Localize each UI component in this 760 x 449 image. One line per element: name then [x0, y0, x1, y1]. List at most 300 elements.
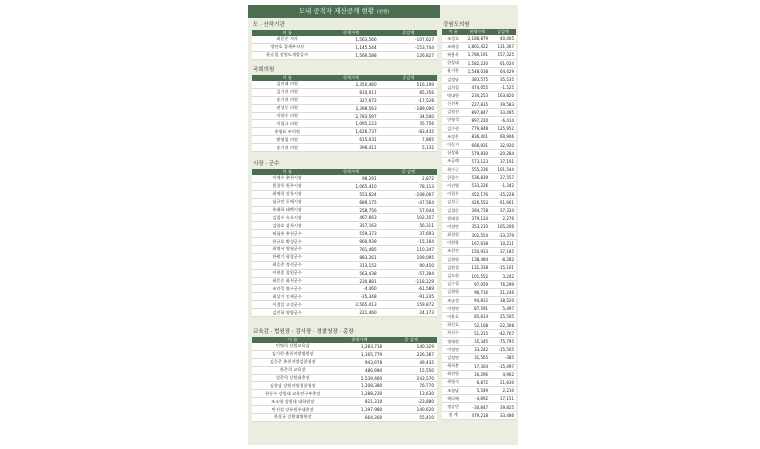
change-value: -107,627 — [380, 36, 437, 43]
change-value: 32,920 — [490, 141, 516, 149]
change-value: 159,872 — [380, 301, 437, 309]
change-value: -22,308 — [490, 321, 516, 329]
current-value: 2,783,597 — [322, 112, 379, 120]
change-value: 27,557 — [490, 174, 516, 182]
change-value: -1,342 — [490, 182, 516, 190]
official-name: 김기현 춘천지방법원장 — [252, 350, 333, 358]
current-value: 3,398,563 — [322, 104, 379, 112]
table-row — [442, 346, 516, 354]
table-row — [442, 370, 516, 378]
table-row — [442, 387, 516, 395]
official-name: 허필홍 홍천군수 — [252, 230, 322, 238]
title-text: 도내 공직자 재산공개 현황 — [298, 7, 375, 15]
table-row — [252, 198, 437, 206]
table-row — [442, 51, 516, 59]
official-name: 신진복 — [442, 100, 464, 108]
current-value: 167,638 — [464, 239, 490, 247]
official-name: 최성현 — [442, 231, 464, 239]
official-name: 홍영표 부의원 — [252, 128, 322, 136]
section-title: 도 · 산하기관 — [253, 22, 285, 28]
column-header: 이 름 — [252, 30, 322, 36]
table-row — [442, 337, 516, 345]
official-name: 조남성 — [442, 297, 464, 305]
table-row — [442, 239, 516, 247]
current-value: 666,931 — [464, 141, 490, 149]
table-row — [442, 92, 516, 100]
official-name: 김창남 강원지방경찰청장 — [252, 382, 333, 390]
asset-table — [252, 30, 437, 60]
table-row — [252, 246, 437, 254]
official-name: 이용호 — [442, 313, 464, 321]
official-name: 심상화 — [442, 149, 464, 157]
current-value: 559,373 — [322, 230, 379, 238]
current-value: 230,881 — [322, 277, 379, 285]
official-name: 심규언 동해시장 — [252, 198, 322, 206]
change-value: 39,825 — [490, 403, 516, 411]
change-value: 33,495 — [490, 108, 516, 116]
current-value: 379,124 — [464, 215, 490, 223]
current-value: 383,575 — [464, 75, 490, 83]
change-value: 102,357 — [380, 214, 437, 222]
official-name: 한상규 강원대병원장 — [252, 414, 333, 422]
official-name: 설준희 강원대총장 — [252, 374, 333, 382]
change-value: 7,865 — [380, 136, 437, 144]
table-row — [442, 182, 516, 190]
change-value: 35,756 — [380, 120, 437, 128]
official-name: 곽희봉 — [442, 362, 464, 370]
change-value: -57,394 — [380, 269, 437, 277]
official-name: 정만호 경제부지사 — [252, 43, 322, 51]
official-name: 김희철 — [442, 84, 464, 92]
change-value: -153,744 — [380, 43, 437, 51]
change-value: 131,367 — [490, 43, 516, 51]
current-value: 467,663 — [322, 214, 379, 222]
change-value: 40,405 — [490, 35, 516, 43]
current-value: -4,460 — [322, 285, 379, 293]
table-row — [442, 174, 516, 182]
current-value: 96,716 — [464, 288, 490, 296]
table-row — [252, 382, 437, 390]
current-value: 131,338 — [464, 264, 490, 272]
change-value: 35,535 — [490, 75, 516, 83]
official-name: 송기헌 의원 — [252, 96, 322, 104]
change-value: 15,550 — [385, 366, 437, 374]
current-value: 836,401 — [464, 133, 490, 141]
change-value: 85,356 — [380, 88, 437, 96]
table-row — [442, 84, 516, 92]
change-value: 56,311 — [380, 222, 437, 230]
column-header: 이 름 — [252, 75, 322, 81]
column-header: 이 름 — [252, 337, 333, 343]
change-value: 157,325 — [490, 51, 516, 59]
official-name: 김성근 — [442, 198, 464, 206]
section-assembly — [252, 66, 437, 152]
section-provincial-council — [442, 21, 516, 420]
table-row — [252, 96, 437, 104]
current-value: 533,226 — [464, 182, 490, 190]
change-value: 37,693 — [380, 230, 437, 238]
official-name: 이철규 의원 — [252, 120, 322, 128]
change-value: -15,164 — [380, 238, 437, 246]
table-row — [442, 190, 516, 198]
official-name: 이정연 — [442, 346, 464, 354]
change-value: 140,620 — [385, 406, 437, 414]
current-value: 1,065,410 — [322, 182, 379, 190]
change-value: 49,435 — [385, 358, 437, 366]
current-value: 398,411 — [322, 144, 379, 152]
table-row — [252, 358, 437, 366]
current-value: 313,152 — [322, 261, 379, 269]
page-title — [248, 5, 440, 18]
table-header-row — [442, 29, 516, 35]
change-value: -47,564 — [380, 198, 437, 206]
official-name: 권성동 의원 — [252, 104, 322, 112]
current-value: 486,980 — [333, 366, 385, 374]
current-value: 52,108 — [464, 321, 490, 329]
official-name: 최인호 — [442, 321, 464, 329]
official-name: 송기헌 의원 — [252, 144, 322, 152]
current-value: 51,215 — [464, 329, 490, 337]
official-name: 이정연 — [442, 305, 464, 313]
official-name: 김경준 — [442, 206, 464, 214]
table-row — [442, 43, 516, 51]
current-value: 258,756 — [322, 206, 379, 214]
change-value: 21,830 — [490, 378, 516, 386]
column-header: 현재가액 — [322, 30, 379, 36]
table-row — [442, 403, 516, 411]
table-row — [252, 350, 437, 358]
current-value: 1,563,566 — [322, 36, 379, 43]
current-value: 2,539,460 — [333, 374, 385, 382]
change-value: 105,206 — [490, 223, 516, 231]
table-row — [252, 238, 437, 246]
current-value: 94,812 — [464, 297, 490, 305]
change-value: 101,544 — [490, 166, 516, 174]
column-header: 증 감액 — [385, 337, 437, 343]
table-row — [442, 166, 516, 174]
section-province — [252, 21, 437, 60]
change-value: 60,906 — [490, 133, 516, 141]
current-value: 3,350,460 — [322, 81, 379, 88]
official-name: 윤기찬 — [442, 67, 464, 75]
table-row — [252, 406, 437, 414]
current-value: 1,165,779 — [333, 350, 385, 358]
official-name: 황영철 의원 — [252, 136, 322, 144]
official-name: 최진원 — [442, 370, 464, 378]
current-value: 1,095,123 — [322, 120, 379, 128]
table-row — [252, 309, 437, 317]
column-header: 증 감액 — [380, 169, 437, 175]
official-name: 조인묵 양구군수 — [252, 285, 322, 293]
table-row — [442, 157, 516, 165]
official-name: 안영석 — [442, 116, 464, 124]
table-row — [442, 329, 516, 337]
section-title: 교육감 · 법원장 · 검사장 · 경찰청장 · 총장 — [253, 329, 354, 335]
official-name: 곽다혜 — [442, 395, 464, 403]
current-value: 689,175 — [322, 198, 379, 206]
current-value: 221,460 — [322, 309, 379, 317]
current-value: 1,801,422 — [464, 43, 490, 51]
official-name: 이현종 철원군수 — [252, 269, 322, 277]
official-name: 김기선 의원 — [252, 88, 322, 96]
table-row — [442, 280, 516, 288]
table-row — [252, 301, 437, 309]
change-value: -35,228 — [490, 190, 516, 198]
official-name: 조금례 — [442, 157, 464, 165]
table-row — [252, 261, 437, 269]
table-row — [442, 411, 516, 419]
change-value: 24,173 — [380, 309, 437, 317]
table-row — [252, 222, 437, 230]
table-row — [442, 133, 516, 141]
change-value: 4,962 — [490, 370, 516, 378]
table-row — [442, 206, 516, 214]
asset-table — [252, 75, 437, 152]
table-row — [442, 231, 516, 239]
official-name: 조해성 — [442, 43, 464, 51]
column-header: 현재가액 — [322, 75, 379, 81]
column-header: 이 름 — [442, 29, 464, 35]
table-row — [442, 313, 516, 321]
change-value: -20,284 — [490, 149, 516, 157]
table-row — [252, 269, 437, 277]
official-name: 조영남 — [442, 387, 464, 395]
current-value: 2,188,879 — [464, 35, 490, 43]
change-value: 5,497 — [490, 305, 516, 313]
table-row — [442, 149, 516, 157]
current-value: 761,485 — [322, 246, 379, 254]
change-value: -15,505 — [490, 346, 516, 354]
official-name: 김양호 삼척시장 — [252, 222, 322, 230]
current-value: 1,197,980 — [333, 406, 385, 414]
asset-table — [442, 29, 516, 420]
current-value: 1,582,220 — [464, 59, 490, 67]
current-value: 1,288,230 — [333, 390, 385, 398]
change-value: 125,952 — [490, 125, 516, 133]
current-value: 897,847 — [464, 108, 490, 116]
table-row — [442, 256, 516, 264]
current-value: 563,438 — [322, 269, 379, 277]
current-value: 6,872 — [464, 378, 490, 386]
current-value: 227,835 — [464, 100, 490, 108]
change-value: 76,299 — [490, 280, 516, 288]
current-value: 1,566,588 — [322, 51, 379, 59]
current-value: 85,814 — [464, 313, 490, 321]
column-header: 증감액 — [490, 29, 516, 35]
official-name: 정태현 — [442, 337, 464, 345]
current-value: 302,554 — [464, 231, 490, 239]
table-row — [252, 136, 437, 144]
official-name: 김영선 — [442, 108, 464, 116]
table-row — [442, 141, 516, 149]
table-row — [252, 206, 437, 214]
table-row — [252, 293, 437, 301]
change-value: -83,435 — [380, 128, 437, 136]
table-row — [442, 378, 516, 386]
current-value: 17,304 — [464, 362, 490, 370]
current-value: 779,848 — [464, 125, 490, 133]
current-value: 452,176 — [464, 190, 490, 198]
official-name: 최문순 화천군수 — [252, 277, 322, 285]
change-value: 5,132 — [380, 144, 437, 152]
change-value: -118,229 — [380, 277, 437, 285]
current-value: 35,345 — [464, 337, 490, 345]
table-row — [442, 288, 516, 296]
change-value: 109,095 — [380, 253, 437, 261]
table-row — [252, 128, 437, 136]
official-name: 최명서 영월군수 — [252, 246, 322, 254]
official-name: 차진수 — [442, 329, 464, 337]
official-name: 곽수근 — [442, 166, 464, 174]
change-value: -15,101 — [490, 264, 516, 272]
current-value: 615,031 — [322, 136, 379, 144]
table-row — [252, 285, 437, 293]
official-name: 원태경 — [442, 215, 464, 223]
official-name: 민병희 강원교육감 — [252, 343, 333, 350]
table-row — [442, 215, 516, 223]
unit-label: (천원) — [377, 10, 390, 15]
change-value: -189,000 — [380, 104, 437, 112]
change-value: 21,246 — [490, 288, 516, 296]
official-name: 조성호 — [442, 35, 464, 43]
change-value: 61,024 — [490, 59, 516, 67]
table-row — [252, 144, 437, 152]
current-value: 960,939 — [322, 238, 379, 246]
change-value: 61,661 — [490, 198, 516, 206]
official-name: 이동기 — [442, 141, 464, 149]
current-value: 555,236 — [464, 166, 490, 174]
current-value: 1,145,544 — [322, 43, 379, 51]
current-value: 579,830 — [464, 149, 490, 157]
official-name: 한상태 — [442, 59, 464, 67]
table-row — [252, 366, 437, 374]
change-value: 243,570 — [385, 374, 437, 382]
current-value: 97,059 — [464, 280, 490, 288]
table-row — [442, 223, 516, 231]
official-name: 반선섭 강릉원주대총장 — [252, 406, 333, 414]
official-name: 김수현 — [442, 125, 464, 133]
current-value: 353,210 — [464, 223, 490, 231]
official-name: 이원학 — [442, 239, 464, 247]
table-row — [442, 59, 516, 67]
official-name: 최문순 지사 — [252, 36, 322, 43]
change-value: -17,528 — [380, 96, 437, 104]
change-value: 38,520 — [490, 297, 516, 305]
official-name: 한준희 교육장 — [252, 366, 333, 374]
column-header: 현재가액 — [333, 337, 385, 343]
official-name: 이철우 — [442, 190, 464, 198]
current-value: 664,300 — [333, 414, 385, 422]
current-value: 357,163 — [322, 222, 379, 230]
official-name: 한동수 강원대 교육연구부총장 — [252, 390, 333, 398]
current-value: 943,978 — [333, 358, 385, 366]
current-value: 5,549 — [464, 387, 490, 395]
current-value: 1,786,191 — [464, 51, 490, 59]
table-row — [252, 51, 437, 59]
current-value: 1,548,038 — [464, 67, 490, 75]
table-row — [442, 35, 516, 43]
official-name: 이선영 — [442, 182, 464, 190]
official-name: 합 계 — [442, 411, 464, 419]
current-value: 553,624 — [322, 190, 379, 198]
table-row — [442, 247, 516, 255]
table-row — [442, 198, 516, 206]
current-value: 16,296 — [464, 370, 490, 378]
change-value: 64,429 — [490, 67, 516, 75]
table-row — [252, 182, 437, 190]
column-header: 증감액 — [380, 75, 437, 81]
change-value: 110,347 — [380, 246, 437, 254]
official-name: 이정만 — [442, 223, 464, 231]
current-value: 101,552 — [464, 272, 490, 280]
official-name: 한창수 — [442, 174, 464, 182]
current-value: 883,261 — [322, 253, 379, 261]
official-name: 조천진 — [442, 247, 464, 255]
official-name: 조소영 강원대 대학원장 — [252, 398, 333, 406]
change-value: -61,589 — [380, 285, 437, 293]
table-row — [252, 398, 437, 406]
current-value: 394,718 — [464, 206, 490, 214]
current-value: 87,591 — [464, 305, 490, 313]
change-value: -91,235 — [380, 293, 437, 301]
change-value: 2,872 — [380, 175, 437, 182]
table-row — [442, 362, 516, 370]
change-value: 39,583 — [490, 100, 516, 108]
table-row — [442, 264, 516, 272]
current-value: 479,218 — [464, 411, 490, 419]
current-value: 474,055 — [464, 84, 490, 92]
change-value: 55,410 — [385, 414, 437, 422]
table-row — [252, 277, 437, 285]
current-value: 1,283,718 — [333, 343, 385, 350]
table-row — [442, 305, 516, 313]
current-value: 2,565,413 — [322, 301, 379, 309]
official-name: 김현경 — [442, 264, 464, 272]
table-row — [442, 272, 516, 280]
official-name: 박대현 — [442, 92, 464, 100]
section-education-judiciary — [252, 328, 437, 422]
change-value: 2,276 — [490, 215, 516, 223]
current-value: 821,310 — [333, 398, 385, 406]
change-value: 140,329 — [385, 343, 437, 350]
section-title: 시장 · 군수 — [253, 161, 280, 167]
table-row — [252, 230, 437, 238]
official-name: 정승민 — [442, 403, 464, 411]
table-row — [252, 374, 437, 382]
table-row — [442, 116, 516, 124]
change-value: 3,242 — [490, 272, 516, 280]
table-row — [252, 112, 437, 120]
table-row — [442, 321, 516, 329]
table-row — [442, 354, 516, 362]
table-row — [252, 81, 437, 88]
current-value: 138,484 — [464, 256, 490, 264]
section-city-county — [252, 160, 437, 317]
table-row — [252, 104, 437, 112]
current-value: 1,208,380 — [333, 382, 385, 390]
table-row — [442, 108, 516, 116]
change-value: 37,151 — [490, 395, 516, 403]
change-value: -75,795 — [490, 337, 516, 345]
table-row — [252, 343, 437, 350]
change-value: 37,334 — [490, 206, 516, 214]
current-value: 31,565 — [464, 354, 490, 362]
table-row — [252, 43, 437, 51]
change-value: 516,199 — [380, 81, 437, 88]
current-value: 897,220 — [464, 116, 490, 124]
table-row — [442, 125, 516, 133]
table-row — [252, 36, 437, 43]
